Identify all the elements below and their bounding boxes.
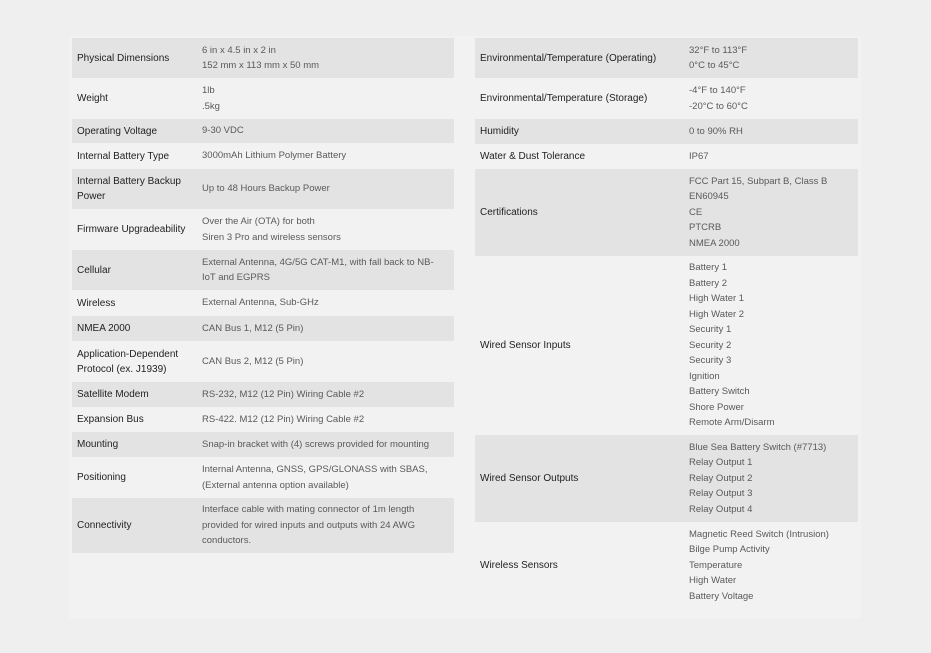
spec-value-line: Battery 1 [689,262,728,274]
spec-value [689,124,858,140]
spec-value-line: Security 3 [689,355,732,367]
spec-row-wireless [72,290,454,316]
spec-value [202,43,454,74]
spec-label: Firmware Upgradeability [77,224,186,235]
spec-value-line: 9-30 VDC [202,125,244,137]
spec-row-water-dust-tolerance [475,144,858,169]
spec-row-environmental-temperature-operating [475,38,858,78]
spec-label: NMEA 2000 [77,323,131,334]
spec-row-cellular [72,250,454,290]
spec-value [689,260,858,431]
spec-value-line: Battery Switch [689,386,750,398]
spec-value-line: Over the Air (OTA) for both [202,216,315,227]
spec-value-line: RS-422. M12 (12 Pin) Wiring Cable #2 [202,413,365,425]
spec-label: Operating Voltage [77,125,158,137]
spec-value [202,255,454,286]
spec-label: Wireless [77,297,116,309]
spec-row-internal-battery-type [72,143,454,169]
spec-label: Weight [77,93,108,104]
spec-value-line: Bilge Pump Activity [689,544,770,556]
spec-value-line: 3000mAh Lithium Polymer Battery [202,150,347,162]
spec-row-connectivity [72,498,454,553]
spec-row-firmware-upgradeability [72,209,454,250]
spec-label: Environmental/Temperature (Operating) [480,52,657,64]
spec-value-line: PTCRB [689,222,722,234]
spec-label: Humidity [480,126,519,137]
spec-value-line: Relay Output 3 [689,488,753,500]
spec-value-line: Relay Output 1 [689,457,753,469]
spec-value [689,149,858,165]
spec-value-line: NMEA 2000 [689,237,740,249]
spec-label: Connectivity [77,520,132,531]
spec-label: Wireless Sensors [480,560,558,571]
spec-row-environmental-temperature-storage [475,78,858,119]
spec-value-line: CAN Bus 1, M12 (5 Pin) [202,322,304,334]
spec-row-wired-sensor-inputs [475,256,858,435]
spec-row-nmea-2000 [72,316,454,341]
spec-label: Satellite Modem [77,389,149,400]
spec-value-line: High Water [689,575,737,587]
spec-value-line: Relay Output 4 [689,503,753,515]
spec-value-line: External Antenna, Sub-GHz [202,297,319,309]
spec-value-line: Battery 2 [689,277,728,289]
spec-value-line: Snap-in bracket with (4) screws provided for mounting [202,438,430,450]
spec-value-line: High Water 1 [689,293,745,305]
spec-label: Mounting [77,439,119,450]
spec-value-line: 32°F to 113°F [689,44,748,56]
spec-label: Cellular [77,264,111,276]
spec-value [202,214,454,245]
spec-value-line: RS-232, M12 (12 Pin) Wiring Cable #2 [202,388,365,400]
spec-value-line: Security 2 [689,339,732,351]
spec-value-line: Siren 3 Pro and wireless sensors [202,231,341,243]
spec-value-line: -4°F to 140°F [689,85,746,96]
spec-value [202,387,454,403]
spec-label: Positioning [77,472,126,483]
spec-value-line: Up to 48 Hours Backup Power [202,183,330,195]
spec-row-wireless-sensors [475,522,858,609]
spec-value [202,148,454,164]
spec-value-line: Magnetic Reed Switch (Intrusion) [689,528,829,540]
spec-value [202,295,454,311]
spec-label: Internal Battery Type [77,150,170,162]
spec-value [202,123,454,139]
spec-value-line: .5kg [202,100,220,112]
spec-value [689,527,858,605]
spec-label: Internal Battery Backup Power [77,176,181,202]
spec-label: Expansion Bus [77,414,144,425]
spec-value-line: Shore Power [689,401,744,413]
spec-row-positioning [72,457,454,498]
spec-row-wired-sensor-outputs [475,435,858,522]
spec-value-line: High Water 2 [689,308,745,320]
spec-label: Physical Dimensions [77,52,170,64]
spec-value [202,181,454,197]
spec-value-line: Security 1 [689,324,732,336]
spec-value [689,83,858,114]
spec-value [202,83,454,114]
spec-row-humidity [475,119,858,144]
spec-value-line: External Antenna, 4G/5G CAT-M1, with fall back to NB-IoT and EGPRS [202,256,434,283]
spec-value [202,321,454,337]
spec-value [202,437,454,453]
spec-row-satellite-modem [72,382,454,407]
spec-value [202,412,454,428]
spec-label: Environmental/Temperature (Storage) [480,93,648,104]
spec-row-physical-dimensions [72,38,454,78]
spec-value [202,354,454,370]
spec-value-line: Interface cable with mating connector of 1m length provided for wired inputs and outputs with 24 AWG conductors. [202,504,415,547]
spec-label: Application-Dependent Protocol (ex. J1939) [77,348,179,375]
spec-row-internal-battery-backup-power [72,169,454,209]
spec-label: Wired Sensor Outputs [480,473,579,484]
spec-label: Water & Dust Tolerance [480,151,586,162]
spec-value [202,462,454,493]
spec-value-line: 0 to 90% RH [689,125,743,137]
spec-value-line: Battery Voltage [689,590,754,602]
left-spec-column [72,38,454,553]
spec-value-line: Internal Antenna, GNSS, GPS/GLONASS with SBAS, (External antenna option available) [202,464,428,491]
spec-value-line: Blue Sea Battery Switch (#7713) [689,441,827,453]
spec-value-line: Temperature [689,559,743,571]
spec-value-line: 1lb [202,85,215,96]
spec-value-line: EN60945 [689,191,729,203]
right-spec-column [475,38,858,609]
spec-value-line: Relay Output 2 [689,472,753,484]
spec-value-line: Ignition [689,370,720,382]
spec-value [689,43,858,74]
spec-row-application-dependent-protocol-ex-j1939 [72,341,454,382]
spec-row-certifications [475,169,858,256]
spec-value-line: IP67 [689,150,709,162]
spec-value-line: 152 mm x 113 mm x 50 mm [202,60,320,71]
spec-label: Wired Sensor Inputs [480,340,571,351]
spec-value-line: CAN Bus 2, M12 (5 Pin) [202,355,304,367]
spec-row-mounting [72,432,454,457]
spec-value-line: FCC Part 15, Subpart B, Class B [689,175,828,187]
spec-value-line: 6 in x 4.5 in x 2 in [202,44,276,56]
spec-value [689,440,858,518]
spec-value [202,502,454,549]
spec-value-line: -20°C to 60°C [689,100,748,112]
spec-row-operating-voltage [72,119,454,143]
spec-row-weight [72,78,454,119]
spec-row-expansion-bus [72,407,454,432]
spec-label: Certifications [480,207,538,218]
spec-value-line: 0°C to 45°C [689,60,740,71]
spec-value-line: Remote Arm/Disarm [689,417,775,429]
spec-value-line: CE [689,206,703,218]
spec-value [689,174,858,252]
